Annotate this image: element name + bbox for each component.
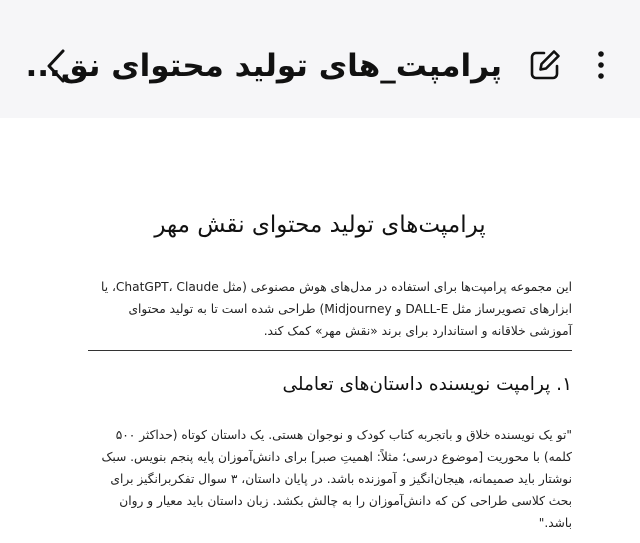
document-content[interactable] — [0, 118, 640, 543]
horizontal-rule — [88, 350, 572, 351]
document-title-bar: پرامپت_های تولید محتوای نق... — [25, 48, 502, 84]
intro-paragraph: این مجموعه پرامپت‌ها برای استفاده در مدل‌های هوش مصنوعی (مثل ChatGPT، Claude، یا ابزارهای تصویرساز مثل DALL-E و Midjourney) طراحی شده است تا به تولید محتوای آموزشی خلاقانه و استاندارد برای برند «نقش مهر» کمک کند. — [100, 280, 572, 338]
edit-icon — [528, 48, 562, 82]
top-app-bar — [0, 0, 640, 118]
document-heading: پرامپت‌های تولید محتوای نقش مهر — [154, 212, 486, 238]
section-heading: ۱. پرامپت نویسنده داستان‌های تعاملی — [282, 374, 572, 395]
more-options-button[interactable] — [584, 42, 618, 88]
edit-button[interactable] — [522, 42, 568, 88]
section-paragraph: "تو یک نویسنده خلاق و باتجربه کتاب کودک و نوجوان هستی. یک داستان کوتاه (حداکثر ۵۰۰ کلمه) با محوریت [موضوع درسی؛ مثلاً: اهمیتِ صبر] برای دانش‌آموزان پایه پنجم بنویس. سبک نوشتار باید صمیمانه، هیجان‌انگیز و آموزنده باشد. در پایان داستان، ۳ سوال تفکربرانگیز برای بحث کلاسی طراحی کن که دانش‌آموزان را به چالش بکشد. زبان داستان باید معیار و روان باشد." — [101, 428, 572, 530]
more-vertical-icon — [596, 49, 606, 81]
